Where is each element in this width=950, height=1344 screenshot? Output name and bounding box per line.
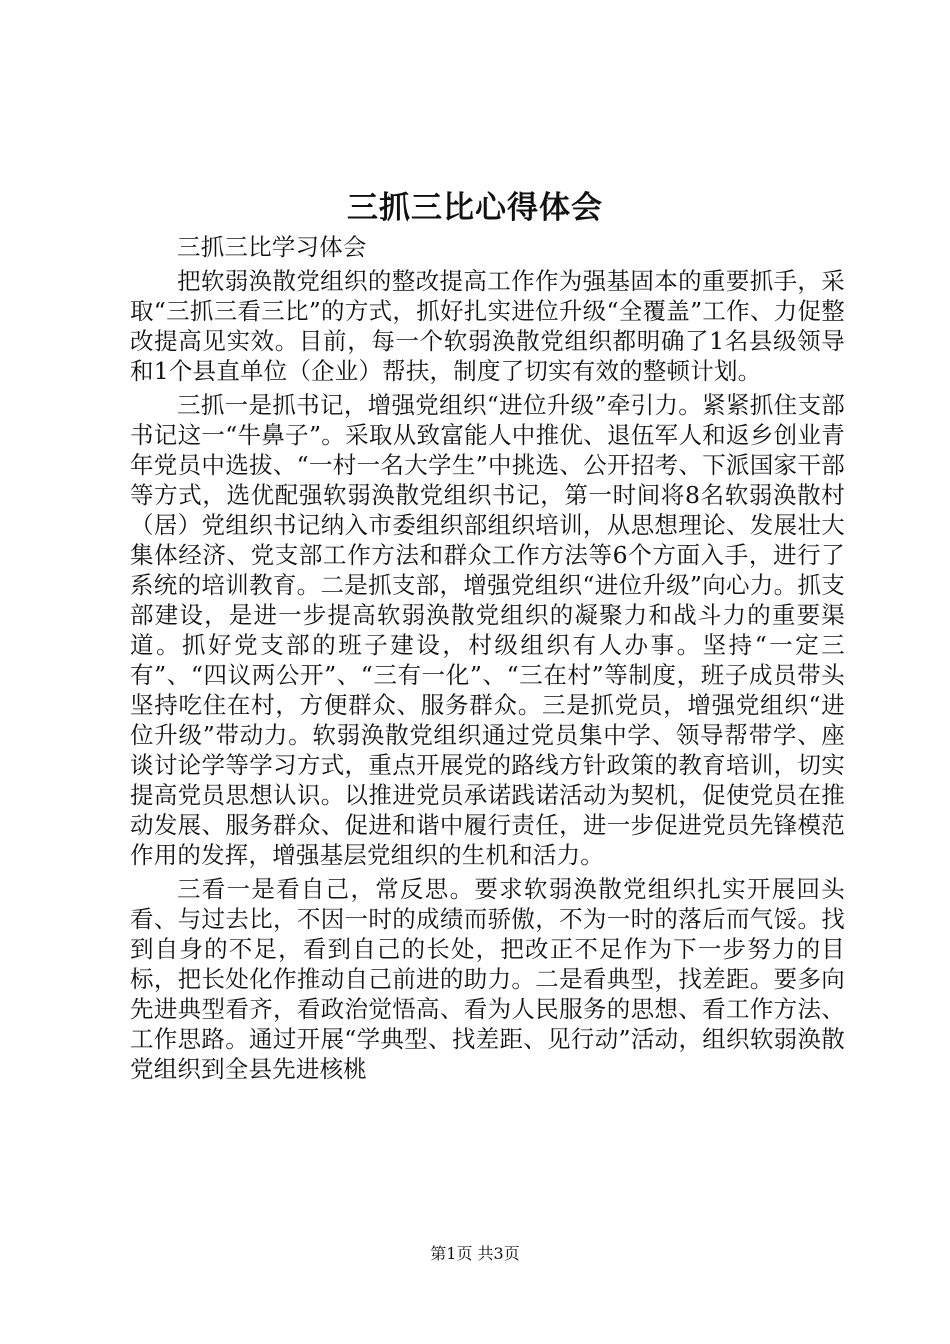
document-body [130,232,845,1088]
paragraph-three-looks: 三看一是看自己，常反思。要求软弱涣散党组织扎实开展回头看、与过去比，不因一时的成绩而骄傲，不为一时的落后而气馁。找到自身的不足，看到自己的长处，把改正不足作为下一步努力的目标，把长处化作推动自己前进的助力。二是看典型，找差距。要多向先进典型看齐，看政治觉悟高、看为人民服务的思想、看工作方法、工作思路。通过开展“学典型、找差距、见行动”活动，组织软弱涣散党组织到全县先进核桃 [130,875,845,1083]
paragraph-intro: 把软弱涣散党组织的整改提高工作作为强基固本的重要抓手，采取“三抓三看三比”的方式，抓好扎实进位升级“全覆盖”工作、力促整改提高见实效。目前，每一个软弱涣散党组织都明确了1名县级领导和1个县直单位（企业）帮扶，制度了切实有效的整顿计划。 [130,267,845,385]
document-title: 三抓三比心得体会 [347,190,603,226]
paragraph-subtitle: 三抓三比学习体会 [177,233,367,261]
paragraph-three-grasps: 三抓一是抓书记，增强党组织“进位升级”牵引力。紧紧抓住支部书记这一“牛鼻子”。采取从致富能人中推优、退伍军人和返乡创业青年党员中选拔、“一村一名大学生”中挑选、公开招考、下派国家干部等方式，选优配强软弱涣散党组织书记，第一时间将8名软弱涣散村（居）党组织书记纳入市委组织部组织培训，从思想理论、发展壮大集体经济、党支部工作方法和群众工作方法等6个方面入手，进行了系统的培训教育。二是抓支部，增强党组织“进位升级”向心力。抓支部建设，是进一步提高软弱涣散党组织的凝聚力和战斗力的重要渠道。抓好党支部的班子建设，村级组织有人办事。坚持“一定三有”、“四议两公开”、“三有一化”、“三在村”等制度，班子成员带头坚持吃住在村，方便群众、服务群众。三是抓党员，增强党组织“进位升级”带动力。软弱涣散党组织通过党员集中学、领导帮带学、座谈讨论学等学习方式，重点开展党的路线方针政策的教育培训，切实提高党员思想认识。以推进党员承诺践诺活动为契机，促使党员在推动发展、服务群众、促进和谐中履行责任，进一步促进党员先锋模范作用的发挥，增强基层党组织的生机和活力。 [130,391,845,869]
page-footer: 第1页 共3页 [430,1244,520,1263]
